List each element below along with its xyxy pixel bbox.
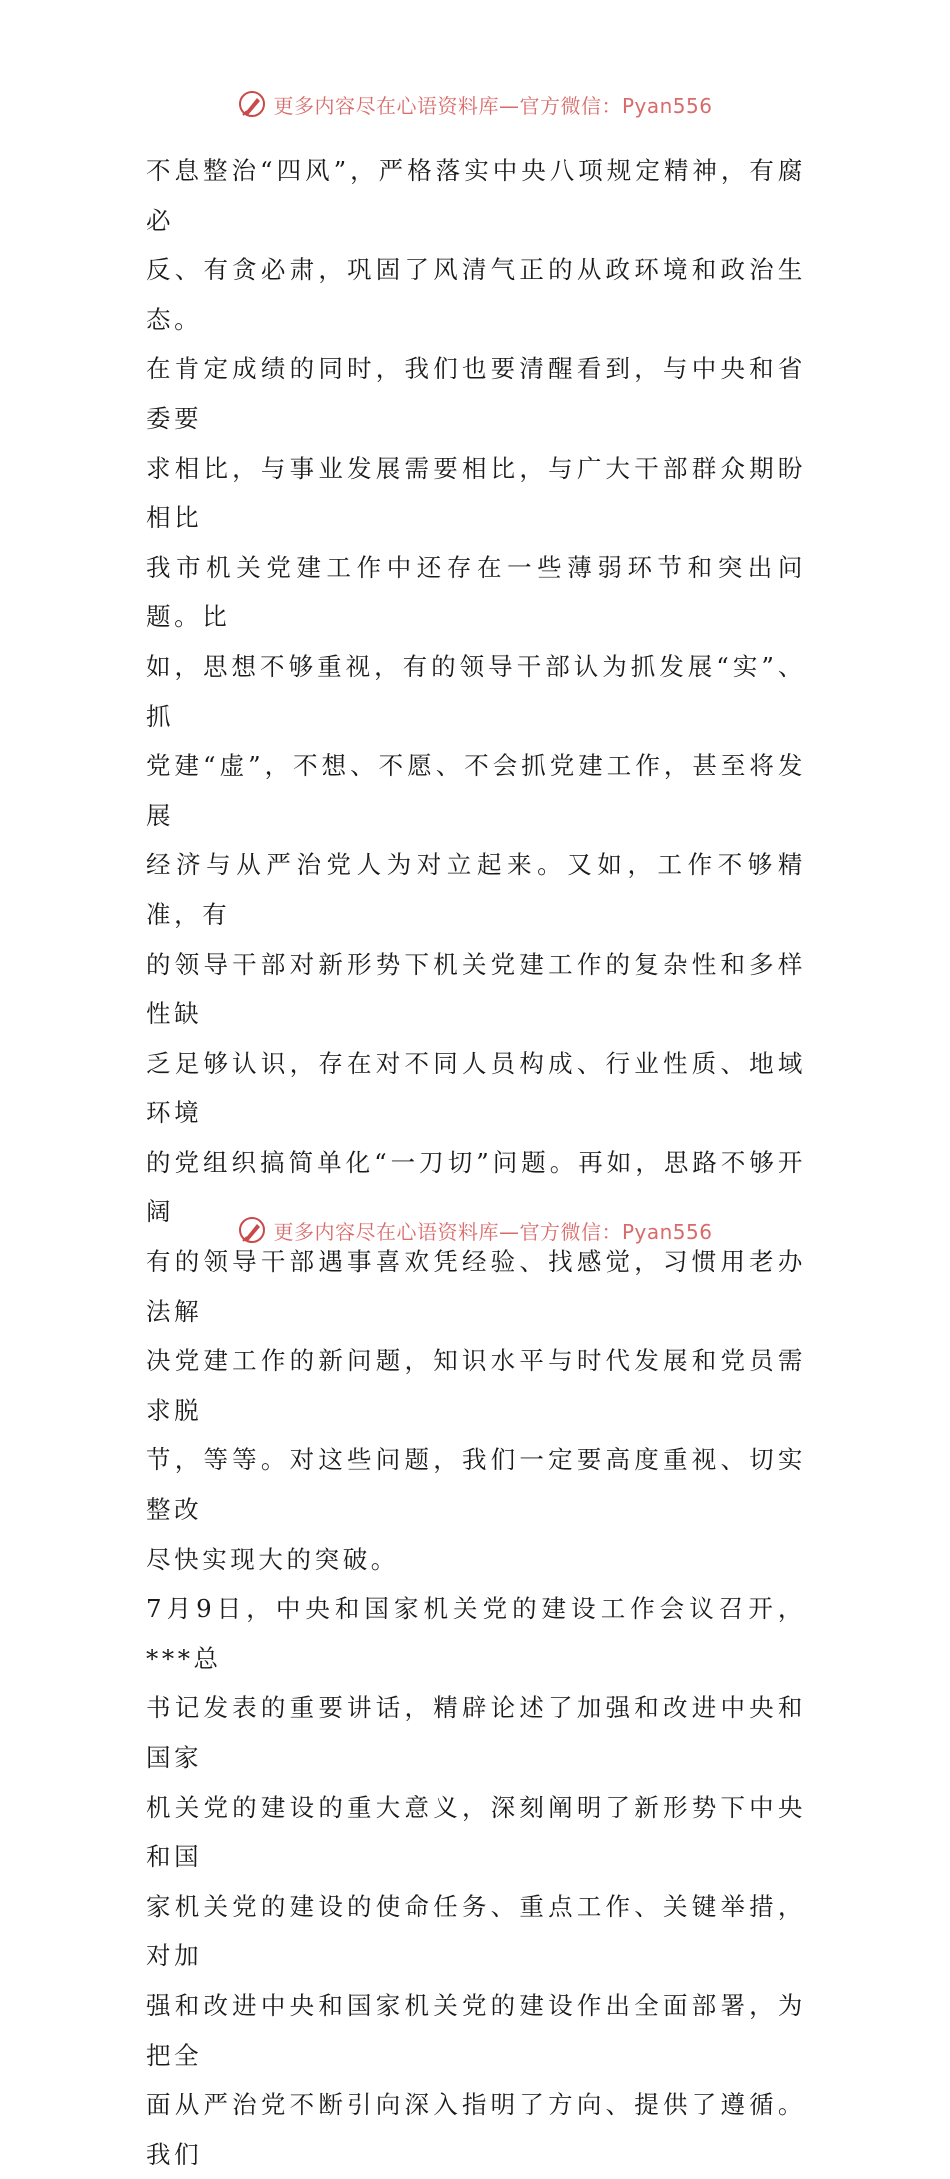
text-line: 我市机关党建工作中还存在一些薄弱环节和突出问题。比 [146, 552, 806, 632]
watermark-text: 更多内容尽在心语资料库—官方微信：Pyan556 [273, 1219, 713, 1244]
pen-nib-logo-icon [237, 1215, 267, 1245]
text-line: 在肯定成绩的同时，我们也要清醒看到，与中央和省委要 [146, 354, 806, 433]
text-line: 尽快实现大的突破。 [146, 1544, 399, 1574]
text-line: 经济与从严治党人为对立起来。又如，工作不够精准，有 [146, 850, 806, 929]
text-line: 7月9日，中央和国家机关党的建设工作会议召开，***总 [146, 1594, 806, 1673]
text-line: 不息整治“四风”，严格落实中央八项规定精神，有腐必 [146, 156, 806, 235]
text-line: 面从严治党不断引向深入指明了方向、提供了遵循。我们 [146, 2090, 806, 2169]
text-line: 乏足够认识，存在对不同人员构成、行业性质、地域环境 [146, 1048, 806, 1128]
text-line: 家机关党的建设的使命任务、重点工作、关键举措，对加 [146, 1891, 806, 1971]
text-line: 强和改进中央和国家机关党的建设作出全面部署，为把全 [146, 1990, 806, 2070]
header-watermark-banner [0, 84, 950, 124]
text-line: 如，思想不够重视，有的领导干部认为抓发展“实”、抓 [146, 651, 806, 731]
text-line: 节，等等。对这些问题，我们一定要高度重视、切实整改 [146, 1445, 806, 1525]
text-line: 党建“虚”，不想、不愿、不会抓党建工作，甚至将发展 [146, 751, 806, 830]
text-line: 机关党的建设的重大意义，深刻阐明了新形势下中央和国 [146, 1792, 806, 1872]
pen-nib-logo-icon [237, 89, 267, 119]
document-body [146, 146, 806, 2179]
text-line: 书记发表的重要讲话，精辟论述了加强和改进中央和国家 [146, 1693, 806, 1772]
text-line: 决党建工作的新问题，知识水平与时代发展和党员需求脱 [146, 1346, 806, 1425]
text-line: 的领导干部对新形势下机关党建工作的复杂性和多样性缺 [146, 949, 806, 1029]
text-line: 有的领导干部遇事喜欢凭经验、找感觉，习惯用老办法解 [146, 1247, 806, 1326]
watermark-text: 更多内容尽在心语资料库—官方微信：Pyan556 [273, 93, 713, 118]
text-line: 的党组织搞简单化“一刀切”问题。再如，思路不够开阔 [146, 1147, 806, 1227]
footer-watermark-banner [0, 1210, 950, 1250]
text-line: 求相比，与事业发展需要相比，与广大干部群众期盼相比 [146, 453, 806, 533]
text-line: 反、有贪必肃，巩固了风清气正的从政环境和政治生态。 [146, 255, 806, 334]
